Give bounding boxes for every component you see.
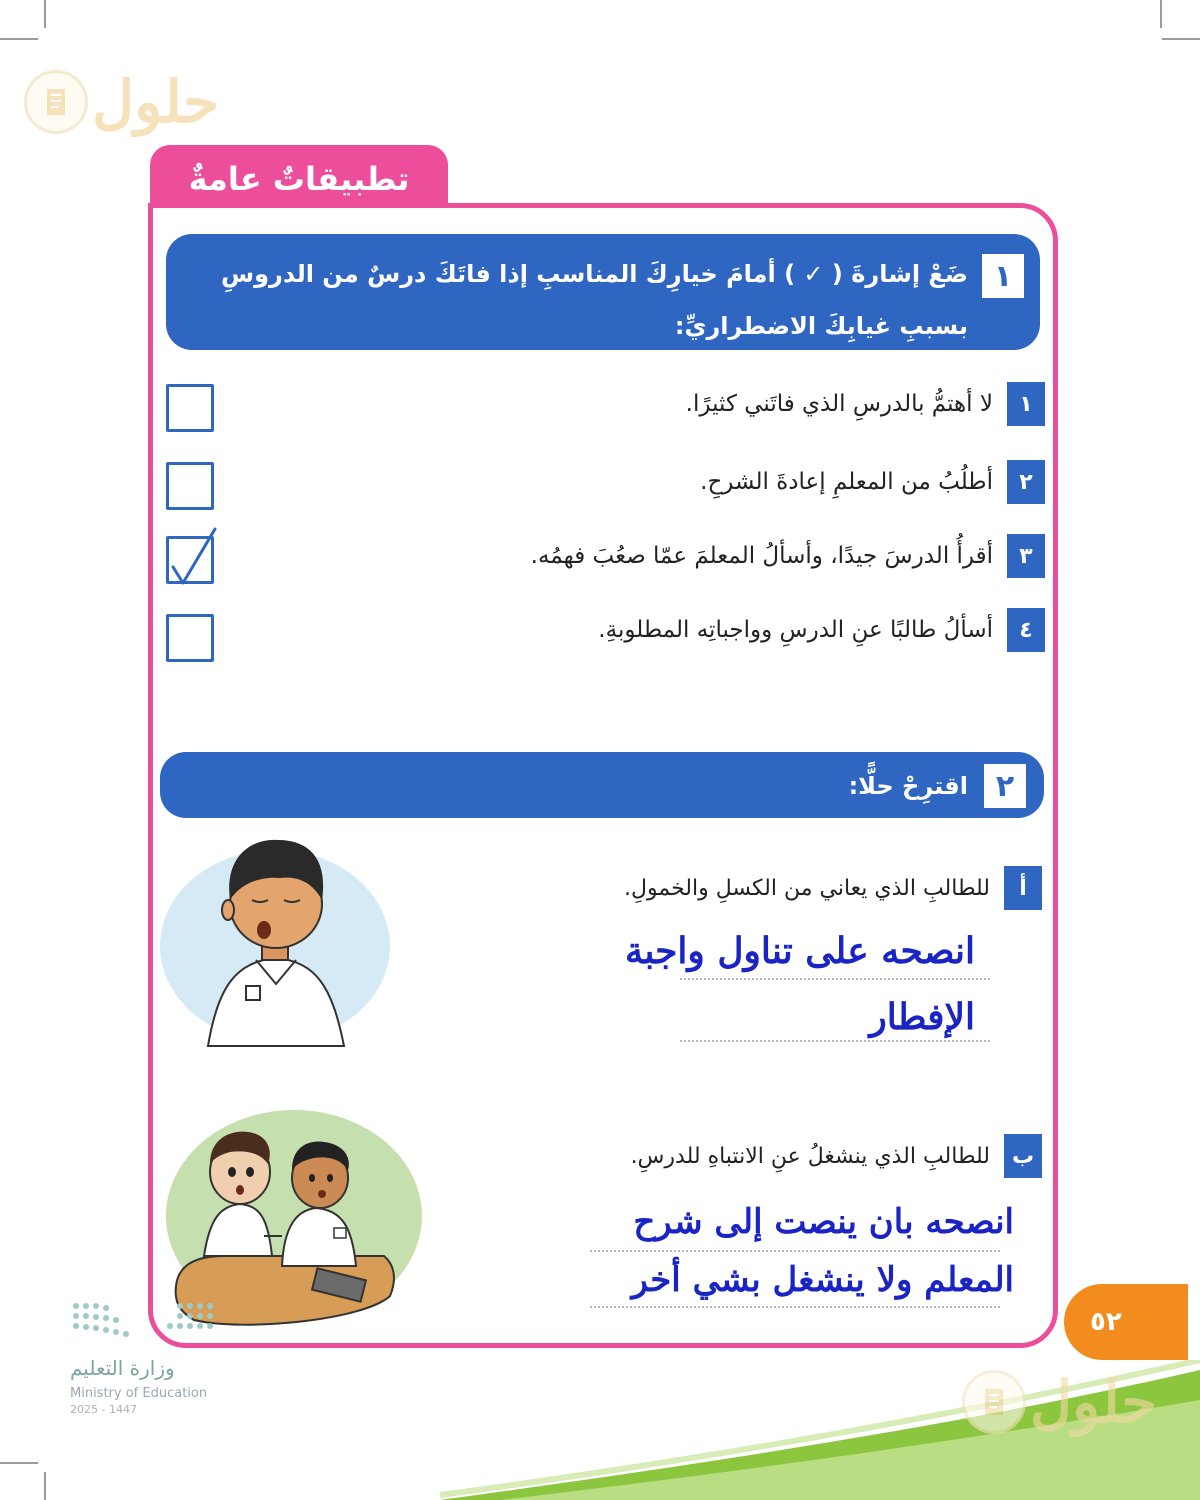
answer-line (590, 1250, 1000, 1252)
section-title: تطبيقاتٌ عامةٌ (188, 160, 410, 198)
page-number: ٥٢ (1064, 1284, 1188, 1360)
option-text: أقرأُ الدرسَ جيدًا، وأسألُ المعلمَ عمّا صعُبَ فهمُه. (530, 543, 993, 569)
question-text: ضَعْ إشارةَ ( ✓ ) أمامَ خيارِكَ المناسبِ إذا فاتَكَ درسٌ من الدروسِ بسببِ غيابِكَ الاضطراريِّ: (221, 260, 968, 340)
book-icon (24, 70, 88, 134)
option-text: لا أهتمُّ بالدرسِ الذي فاتَني كثيرًا. (685, 391, 993, 417)
sub-question-a (624, 866, 1042, 910)
watermark-text: حلول (92, 68, 220, 136)
watermark-logo (24, 68, 219, 136)
answer-line (680, 978, 990, 980)
checkbox[interactable] (166, 384, 214, 432)
ministry-dots-icon (70, 1300, 220, 1344)
option-item (700, 460, 1045, 504)
option-number: ١ (1007, 382, 1045, 426)
option-item (598, 608, 1045, 652)
crop-mark (1160, 0, 1162, 28)
yawning-student-illustration (160, 836, 400, 1052)
ministry-name-english: Ministry of Education (70, 1386, 208, 1401)
crop-mark (0, 1462, 38, 1464)
option-number: ٤ (1007, 608, 1045, 652)
option-item (686, 382, 1045, 426)
checkbox-checked[interactable] (166, 536, 214, 584)
sub-question-b (631, 1134, 1042, 1178)
ministry-name-arabic: وزارة التعليم (70, 1356, 175, 1380)
crop-mark (44, 0, 46, 28)
handwritten-answer: المعلم ولا ينشغل بشي أخر (631, 1260, 1014, 1300)
answer-line (680, 1040, 990, 1042)
sub-question-letter: ب (1004, 1134, 1042, 1178)
checkbox[interactable] (166, 462, 214, 510)
handwritten-answer: انصحه على تناول واجبة (625, 930, 975, 972)
checkmark-icon (165, 525, 221, 589)
checkbox[interactable] (166, 614, 214, 662)
crop-mark (44, 1472, 46, 1500)
sub-question-text: للطالبِ الذي يعاني من الكسلِ والخمولِ. (624, 875, 990, 901)
watermark-text: حلول (1030, 1368, 1158, 1436)
handwritten-answer: انصحه بان ينصت إلى شرح (633, 1202, 1014, 1242)
option-item (531, 534, 1045, 578)
ministry-year: 2025 - 1447 (70, 1403, 137, 1416)
question-1-header (166, 234, 1040, 350)
option-text: أسألُ طالبًا عنِ الدرسِ وواجباتِه المطلوبةِ. (598, 617, 993, 643)
handwritten-answer: الإفطار (869, 996, 975, 1038)
watermark-logo (962, 1368, 1157, 1436)
option-number: ٣ (1007, 534, 1045, 578)
ministry-logo (70, 1300, 230, 1416)
sub-question-text: للطالبِ الذي ينشغلُ عنِ الانتباهِ للدرسِ. (630, 1143, 990, 1169)
book-icon (962, 1370, 1026, 1434)
crop-mark (1162, 38, 1200, 40)
question-number: ١ (982, 254, 1024, 298)
question-number: ٢ (984, 764, 1026, 808)
question-2-header (160, 752, 1044, 818)
question-text: اقترِحْ حلًّا: (848, 772, 968, 800)
crop-mark (0, 38, 38, 40)
answer-line (590, 1306, 1000, 1308)
option-number: ٢ (1007, 460, 1045, 504)
sub-question-letter: أ (1004, 866, 1042, 910)
option-text: أطلُبُ من المعلمِ إعادةَ الشرحِ. (700, 469, 993, 495)
